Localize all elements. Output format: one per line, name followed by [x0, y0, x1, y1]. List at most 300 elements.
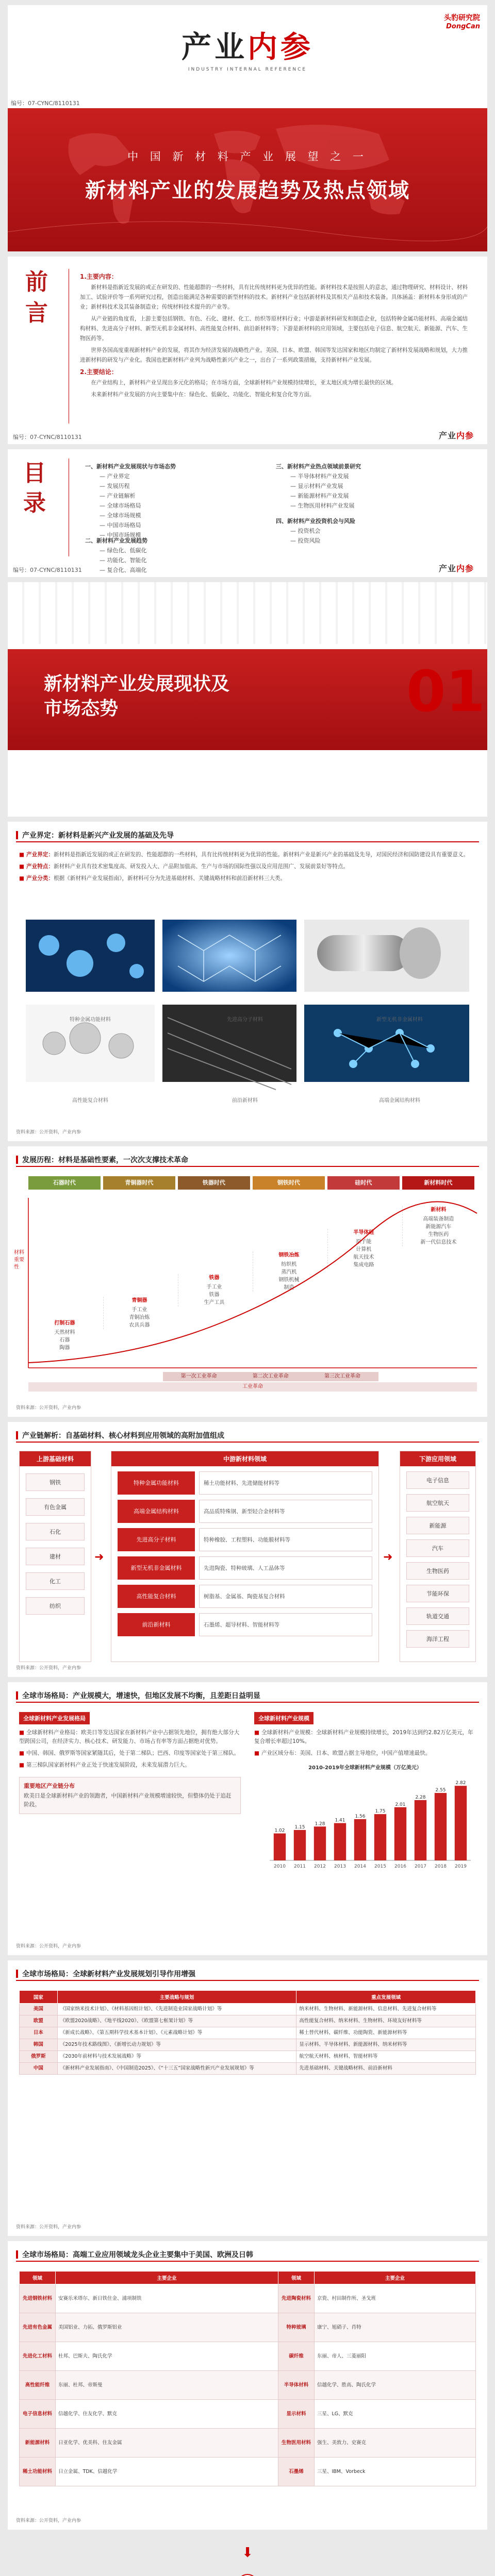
- company-table-body: [20, 2284, 476, 2486]
- era-feature: 航天技术: [353, 1255, 374, 1260]
- downstream-item: 轨道交通: [406, 1607, 469, 1625]
- toc-item[interactable]: — 中国市场格局: [100, 522, 141, 529]
- cover-top: [8, 5, 487, 77]
- slide-2-header: [16, 1154, 479, 1167]
- midstream-detail: 树脂基、金属基、陶瓷基复合材料: [199, 1585, 372, 1608]
- upstream-title: 上游基础材料: [20, 1451, 91, 1466]
- slide-1-header: [16, 829, 479, 842]
- table-cell: 康宁、旭硝子、肖特: [314, 2313, 475, 2342]
- era-label: 铁器时代: [178, 1176, 250, 1190]
- midstream-row: [118, 1471, 372, 1495]
- chart-data-label: 1.28: [315, 1821, 325, 1827]
- chart-tick-label: 2019: [455, 1864, 467, 1869]
- era-feature: 铁器: [209, 1292, 220, 1298]
- era-feature: 生产工具: [204, 1300, 225, 1306]
- era-feature: 集成电路: [353, 1262, 374, 1268]
- chart-data-label: 2.28: [415, 1794, 426, 1800]
- preface-subheading-2: 2.主要结论：: [80, 368, 118, 376]
- revolution-band: 工业革命: [28, 1382, 477, 1392]
- table-cell: 《国家纳米技术计划》、《材料基因组计划》、《先进制造业国家战略计划》等: [57, 2004, 296, 2015]
- slide-4-source: 资料来源：公开资料，产业内参: [16, 1944, 81, 1949]
- midstream-detail: 特种橡胶、工程塑料、功能膜材料等: [199, 1528, 372, 1551]
- table-row: [20, 2063, 476, 2075]
- preface-paragraph-3: 世界各国高度重视新材料产业的发展，将其作为经济发展的战略性产业。美国、日本、欧盟、韩国等发达国家和地区均制定了新材料发展战略和规划，大力推进新材料的研发与产业化。我国也把新材料产业列为战略性新兴产业之一，出台了一系列政策措施，支持新材料产业发展。: [80, 347, 468, 363]
- table-cell: 东丽、帝人、三菱丽阳: [314, 2342, 475, 2371]
- revolution-band: 第二次工业革命: [235, 1372, 306, 1381]
- slide-5-source: 资料来源：公开资料，产业内参: [16, 2225, 81, 2230]
- preface-heading: [25, 267, 56, 329]
- chart-bar: [294, 1830, 306, 1860]
- preface-char-2: 言: [25, 300, 48, 326]
- midstream-detail: 稀土功能材料、先进储能材料等: [199, 1471, 372, 1495]
- policy-table-wrap: [19, 1990, 476, 2075]
- era-label: 石器时代: [28, 1176, 101, 1190]
- slide-3-header: [16, 1429, 479, 1443]
- era-note: 半导体硅: [353, 1230, 374, 1235]
- b2-label: 产业特点：: [26, 863, 54, 870]
- arrow-right-icon: ➜: [94, 1551, 104, 1564]
- era-label: 新材料时代: [402, 1176, 474, 1190]
- era-feature: 石器: [59, 1337, 70, 1343]
- toc-section-3-title[interactable]: 三、新材料产业热点领域前景研究: [276, 463, 361, 470]
- partner-logo-cn: 头豹研究院: [444, 14, 480, 22]
- chart-bar: [374, 1814, 386, 1860]
- slide-industry-definition: [8, 822, 487, 1141]
- image-caption: 高端金属结构材料: [379, 1098, 420, 1104]
- left-bullet-3: 第三梯队国家新材料产业正处于快速发展阶段，未来发展潜力巨大。: [26, 1762, 190, 1768]
- toc-section-3-items: [276, 471, 361, 511]
- chart-title: 2010-2019年全球新材料产业规模（万亿美元）: [308, 1765, 422, 1771]
- table-cell: 电子信息材料: [20, 2400, 56, 2429]
- table-cell: 高性能纤维: [20, 2371, 56, 2400]
- era-label: 硅时代: [327, 1176, 400, 1190]
- arrow-down-icon: ⬇: [242, 2545, 253, 2561]
- toc-item[interactable]: — 新能源材料产业发展: [290, 493, 349, 499]
- toc-section-1-title[interactable]: 一、新材料产业发展现状与市场态势: [85, 463, 176, 470]
- chart-tick-label: 2016: [394, 1864, 406, 1869]
- table-cell: 杜邦、巴斯夫、陶氏化学: [56, 2342, 278, 2371]
- table-row: [20, 2027, 476, 2039]
- downstream-item: 航空航天: [406, 1494, 469, 1512]
- table-cell: 东丽、杜邦、帝斯曼: [56, 2371, 278, 2400]
- downstream-item: 海洋工程: [406, 1630, 469, 1648]
- table-cell: 显示材料: [278, 2400, 314, 2429]
- toc-char-1: 目: [23, 460, 46, 486]
- table-cell: 航空航天材料、核材料、智能材料等: [296, 2051, 476, 2063]
- b1-label: 产业界定：: [26, 852, 54, 858]
- slide-global-market-scale: [8, 1682, 487, 1955]
- downstream-item: 生物医药: [406, 1562, 469, 1580]
- b3-label: 产业分类：: [26, 875, 54, 882]
- midstream-list: [111, 1471, 378, 1636]
- slide-global-policy: [8, 1960, 487, 2236]
- midstream-title: 中游新材料领域: [111, 1451, 378, 1466]
- section-title-line-1: 新材料产业发展现状及: [44, 673, 230, 694]
- toc-corner-logo: 产业内参: [438, 564, 474, 573]
- image-caption: 先进高分子材料: [227, 1017, 263, 1023]
- era-timeline: [28, 1176, 477, 1191]
- table-cell: 三星、IBM、Vorbeck: [314, 2458, 475, 2486]
- view-more-char[interactable]: [237, 2574, 258, 2576]
- toc-item[interactable]: — 发展历程: [100, 483, 130, 489]
- left-bullet-1: 全球新材料产业格局：欧美日等发达国家在新材料产业中占据领先地位，拥有绝大部分大型跨国公司，在经济实力、核心技术、研发能力、市场占有率等方面占据绝对优势。: [19, 1730, 240, 1744]
- era-feature: 纺织机: [281, 1262, 297, 1267]
- chart-tick-label: 2015: [374, 1864, 386, 1869]
- brand-name-b: 内参: [248, 29, 314, 64]
- chart-bar: [455, 1786, 467, 1860]
- slide-1-body: ■ 产业界定：新材料是指新近发展的或正在研发的、性能超群的一些材料，具有比传统材料更为优异的性能。新材料产业是新兴产业的基础及先导，对国民经济和国防建设具有重要意义。 ■ 产业特点：新材料产业具有技术密集度高、研发投入大、产品附加值高、生产与市场的国际性强以及应用范围广、发展前景好等特点。 ■ 产业分类：根据《新材料产业发展指南》，新材料可分为先进基础材料、关键战略材料和前沿新材料三大类。: [19, 852, 469, 882]
- table-row: [20, 2051, 476, 2063]
- downstream-list: [400, 1471, 475, 1648]
- global-scale-tag: 全球新材料产业规模: [254, 1712, 314, 1724]
- midstream-category: 新型无机非金属材料: [118, 1556, 195, 1580]
- era-note: 铁器: [209, 1275, 220, 1281]
- toc-section-4[interactable]: [276, 516, 355, 546]
- table-cell: 先进陶瓷材料: [278, 2284, 314, 2313]
- toc-serial: 编号：07-CYNC/8110131: [13, 567, 82, 573]
- table-cell: 半导体材料: [278, 2371, 314, 2400]
- chart-bar: [274, 1834, 286, 1860]
- midstream-category: 前沿新材料: [118, 1613, 195, 1636]
- global-layout-tag: 全球新材料产业发展格局: [19, 1712, 90, 1724]
- preface-serial: 编号：07-CYNC/8110131: [13, 434, 82, 440]
- cover-band: [8, 100, 487, 251]
- global-scale-column: 全球新材料产业规模 ■ 全球新材料产业规模：全球新材料产业规模持续增长，2019年达到约2.82万亿美元，年复合增长率超过10%。 ■ 产业区域分布：美国、日本、欧盟占据主导地位，中国产值增速最快。 2010-2019年全球新材料产业规模（万亿美元） 1.02 2010 1.15 2011 1.28 2012 1.41 2013 1.56 2014 1.75 2015 2.01 2016 2.28 2017 2.55 2018 2.82 2019: [254, 1712, 476, 1876]
- era-note: 青铜器: [131, 1298, 147, 1303]
- midstream-category: 先进高分子材料: [118, 1528, 195, 1551]
- right-bullet-1: 全球新材料产业规模：全球新材料产业规模持续增长，2019年达到约2.82万亿美元，年复合增长率超过10%。: [254, 1730, 473, 1744]
- preface-paragraph-5: 未来新材料产业发展的方向主要集中在：绿色化、低碳化、功能化、智能化和复合化等方面。: [91, 392, 315, 398]
- slide-6-source: 资料来源：公开资料，产业内参: [16, 2518, 81, 2523]
- table-cell: 显示材料、半导体材料、新能源材料、纳米材料等: [296, 2039, 476, 2051]
- midstream-row: [118, 1528, 372, 1551]
- brand-name-a: 产业: [181, 29, 248, 64]
- slide-5-title: 全球市场格局：全球新材料产业发展规划引导作用增强: [22, 1970, 195, 1978]
- downstream-item: 节能环保: [406, 1585, 469, 1602]
- cover-title: 新材料产业的发展趋势及热点领域: [85, 179, 410, 202]
- toc-item[interactable]: — 投资机会: [290, 528, 321, 534]
- cover-serial: 编号：07-CYNC/8110131: [11, 100, 80, 107]
- section-stripe-decoration: [8, 582, 487, 644]
- chart-data-label: 1.41: [335, 1818, 345, 1823]
- table-cell: 美国铝业、力拓、俄罗斯铝业: [56, 2313, 278, 2342]
- table-cell: 韩国: [20, 2039, 58, 2051]
- slide-3-title: 产业链解析：自基础材料、核心材料到应用领域的高附加值组成: [22, 1432, 224, 1440]
- toc-item[interactable]: — 半导体材料产业发展: [290, 473, 349, 480]
- toc-item[interactable]: — 全球市场规模: [100, 512, 141, 519]
- toc-heading: [23, 459, 46, 518]
- table-cell: 稀土功能材料: [20, 2458, 56, 2486]
- b2-text: 新材料产业具有技术密集度高、研发投入大、产品附加值高、生产与市场的国际性强以及应用范围广、发展前景好等特点。: [53, 863, 349, 870]
- preface-slide: [8, 257, 487, 444]
- era-note: 新材料: [431, 1207, 447, 1213]
- chart-tick-label: 2012: [314, 1864, 326, 1869]
- preface-corner-logo: 产业内参: [438, 431, 474, 440]
- chart-data-label: 2.82: [455, 1781, 466, 1786]
- chart-tick-label: 2013: [334, 1864, 346, 1869]
- midstream-detail: 先进陶瓷、特种玻璃、人工晶体等: [199, 1556, 372, 1580]
- era-feature: 天然材料: [54, 1330, 75, 1335]
- right-bullet-2: 产业区域分布：美国、日本、欧盟占据主导地位，中国产值增速最快。: [261, 1750, 431, 1756]
- table-header-cell: 重点发展领域: [296, 1991, 476, 2004]
- table-cell: 中国: [20, 2063, 58, 2075]
- section-title-line-2: 市场态势: [44, 698, 119, 719]
- slide-3-source: 资料来源：公开资料，产业内参: [16, 1666, 81, 1671]
- chart-bar: [415, 1800, 426, 1860]
- midstream-row: [118, 1613, 372, 1636]
- policy-table-body: [20, 2004, 476, 2075]
- image-caption: 特种金属功能材料: [70, 1017, 111, 1023]
- table-row: [20, 2015, 476, 2027]
- preface-paragraph-1: 新材料是指新近发展的或正在研发的、性能超群的一些材料，具有比传统材料更为优异的性能。新材料技术是按照人的意志，通过物理研究、材料设计、材料加工、试验评价等一系列研究过程，创造出能满足各种需要的新型材料的技术。新材料产业包括新材料及其相关产品和技术装备。具体涵盖：新材料本身形成的产业；新材料技术及其装备制造业；传统材料技术提升的产业等。: [80, 284, 468, 310]
- table-cell: 先进化工材料: [20, 2342, 56, 2371]
- image-caption: 新型无机非金属材料: [376, 1017, 423, 1023]
- table-cell: 俄罗斯: [20, 2051, 58, 2063]
- downstream-item: 电子信息: [406, 1471, 469, 1489]
- chart-bar: [314, 1826, 326, 1860]
- table-cell: 先进钢铁材料: [20, 2284, 56, 2313]
- midstream-row: [118, 1556, 372, 1580]
- table-row: [20, 2371, 476, 2400]
- midstream-category: 高端金属结构材料: [118, 1500, 195, 1523]
- chart-data-label: 1.75: [375, 1809, 386, 1815]
- toc-item[interactable]: — 产业链解析: [100, 493, 136, 499]
- era-feature: 计算机: [356, 1247, 372, 1252]
- chart-tick-label: 2018: [435, 1864, 447, 1869]
- b1-text: 新材料是指新近发展的或正在研发的、性能超群的一些材料，具有比传统材料更为优异的性能。新材料产业是新兴产业的基础及先导，对国民经济和国防建设具有重要意义。: [53, 852, 469, 858]
- brand-subtitle: INDUSTRY INTERNAL REFERENCE: [188, 67, 307, 72]
- preface-char-1: 前: [25, 269, 48, 295]
- toc-section-1-items: [85, 471, 176, 540]
- table-cell: 稀土替代材料、碳纤维、功能陶瓷、新能源材料等: [296, 2027, 476, 2039]
- chart-tick-label: 2010: [274, 1864, 286, 1869]
- upstream-item: 钢铁: [26, 1473, 85, 1491]
- table-row: [20, 2458, 476, 2486]
- brand-logo: [8, 23, 487, 72]
- table-cell: 特种玻璃: [278, 2313, 314, 2342]
- midstream-detail: 高品质特殊钢、新型轻合金材料等: [199, 1500, 372, 1523]
- toc-item[interactable]: — 中国市场规模: [100, 532, 141, 538]
- toc-section-2[interactable]: [85, 536, 147, 575]
- toc-item[interactable]: — 产业界定: [100, 473, 130, 480]
- table-cell: 信越化学、胜高、陶氏化学: [314, 2371, 475, 2400]
- toc-section-2-items: [85, 546, 147, 575]
- midstream-row: [118, 1585, 372, 1608]
- chart-bar: [394, 1807, 406, 1860]
- toc-section-1[interactable]: [85, 462, 176, 540]
- history-y-label: 材料重要性: [14, 1250, 24, 1270]
- region-note-title: 重要地区产业链分布: [24, 1783, 75, 1789]
- slide-4-title: 全球市场格局：产业规模大，增速快，但地区发展不均衡，且差距日益明显: [22, 1692, 260, 1700]
- cover-supertitle: 中 国 新 材 料 产 业 展 望 之 一: [127, 150, 368, 163]
- section-number: 01: [406, 658, 485, 724]
- table-header-cell: 主要战略与规划: [57, 1991, 296, 2004]
- era-feature: 新能源汽车: [425, 1224, 452, 1230]
- history-curve: [8, 1193, 487, 1399]
- toc-item[interactable]: — 生物医用材料产业发展: [290, 502, 355, 509]
- table-row: [20, 2342, 476, 2371]
- upstream-item: 纺织: [26, 1597, 85, 1615]
- preface-paragraph-2: 从产业链的角度看，上游主要包括钢铁、有色、石化、建材、化工、纺织等原材料行业；中游是新材料研发和制造企业，包括特种金属功能材料、高端金属结构材料、先进高分子材料、新型无机非金属材料、高性能复合材料、前沿新材料等；下游是新材料的应用领域，主要包括电子信息、航空航天、新能源、汽车、生物医药等。: [80, 316, 468, 342]
- table-cell: 信越化学、住友化学、默克: [56, 2400, 278, 2429]
- section-title: [44, 672, 229, 721]
- slide-1-source: 资料来源：公开资料，产业内参: [16, 1130, 81, 1135]
- toc-item[interactable]: — 绿色化、低碳化: [100, 547, 147, 554]
- era-feature: 陶器: [59, 1345, 70, 1351]
- downstream-item: 汽车: [406, 1539, 469, 1557]
- preface-subheading-1: 1.主要内容：: [80, 273, 118, 280]
- chart-tick-label: 2011: [294, 1864, 306, 1869]
- toc-item[interactable]: — 显示材料产业发展: [290, 483, 343, 489]
- midstream-detail: 石墨烯、超导材料、智能材料等: [199, 1613, 372, 1636]
- arrow-right-icon-2: ➜: [383, 1551, 393, 1564]
- era-feature: 原子能: [356, 1239, 372, 1245]
- policy-table-header: [20, 1991, 476, 2004]
- era-feature: 高端装备制造: [423, 1216, 454, 1222]
- toc-item[interactable]: — 投资风险: [290, 537, 321, 544]
- revolution-band: 第三次工业革命: [306, 1372, 378, 1381]
- midstream-category: 高性能复合材料: [118, 1585, 195, 1608]
- chart-data-label: 2.55: [435, 1788, 446, 1793]
- slide-global-companies: [8, 2241, 487, 2530]
- table-cell: 《欧盟2020战略》、《地平线2020》、《欧盟第七框架计划》等: [57, 2015, 296, 2027]
- cover-slide: [8, 5, 487, 251]
- toc-slide: [8, 449, 487, 577]
- slide-4-header: [16, 1689, 479, 1703]
- table-row: [20, 2004, 476, 2015]
- partner-logo-en: DongCan: [446, 23, 480, 30]
- slide-5-header: [16, 1968, 479, 1981]
- era-feature: 生物医药: [428, 1232, 449, 1238]
- era-label: 青铜器时代: [103, 1176, 175, 1190]
- table-cell: 《新成长战略》、《第五期科学技术基本计划》、《元素战略计划》等: [57, 2027, 296, 2039]
- upstream-panel: [19, 1451, 91, 1662]
- table-cell: 生物医用材料: [278, 2429, 314, 2458]
- era-note: 打制石器: [54, 1320, 75, 1326]
- slide-industry-chain: [8, 1422, 487, 1677]
- region-note-text: 欧美日是全球新材料产业的领跑者，中国新材料产业规模增速较快，但整体仍处于追赶阶段。: [24, 1793, 232, 1808]
- image-caption: 前沿新材料: [232, 1098, 258, 1104]
- chart-bar: [435, 1793, 447, 1860]
- preface-paragraph-4: 在产业结构上，新材料产业呈现出多元化的格局；在市场方面，全球新材料产业规模持续增长，亚太地区成为增长最快的区域。: [91, 380, 397, 386]
- chart-data-label: 2.01: [395, 1802, 406, 1807]
- b3-text: 根据《新材料产业发展指南》，新材料可分为先进基础材料、关键战略材料和前沿新材料三大类。: [53, 875, 286, 882]
- policy-table: [19, 1990, 476, 2075]
- image-caption: 高性能复合材料: [72, 1098, 108, 1104]
- table-row: [20, 2313, 476, 2342]
- upstream-item: 有色金属: [26, 1498, 85, 1516]
- era-label: 钢铁时代: [253, 1176, 325, 1190]
- slide-2-source: 资料来源：公开资料，产业内参: [16, 1405, 81, 1411]
- toc-section-4-items: [276, 526, 355, 546]
- table-cell: 京瓷、村田制作所、圣戈班: [314, 2284, 475, 2313]
- upstream-item: 建材: [26, 1548, 85, 1565]
- end-section: [0, 2535, 495, 2576]
- upstream-item: 化工: [26, 1572, 85, 1590]
- downstream-panel: [400, 1451, 476, 1662]
- toc-section-4-title[interactable]: 四、新材料产业投资机会与风险: [276, 518, 355, 524]
- table-cell: 日本: [20, 2027, 58, 2039]
- upstream-item: 石化: [26, 1523, 85, 1540]
- table-cell: 日亚化学、优美科、住友金属: [56, 2429, 278, 2458]
- table-cell: 强生、美敦力、史赛克: [314, 2429, 475, 2458]
- downstream-title: 下游应用领域: [400, 1451, 475, 1466]
- table-cell: 石墨烯: [278, 2458, 314, 2486]
- table-cell: 高性能复合材料、纳米材料、生物材料、环境友好材料等: [296, 2015, 476, 2027]
- toc-section-3[interactable]: [276, 462, 361, 511]
- region-note-box: [19, 1777, 241, 1814]
- table-row: [20, 2429, 476, 2458]
- table-header-cell: 主要企业: [314, 2272, 475, 2284]
- table-cell: 日立金属、TDK、信越化学: [56, 2458, 278, 2486]
- table-cell: 美国: [20, 2004, 58, 2015]
- era-feature: 钢铁机械: [278, 1277, 300, 1283]
- table-cell: 碳纤维: [278, 2342, 314, 2371]
- era-note: 钢铁冶炼: [278, 1252, 300, 1258]
- table-cell: 纳米材料、生物材料、新能源材料、信息材料、先进复合材料等: [296, 2004, 476, 2015]
- left-bullet-2: 中国、韩国、俄罗斯等国家紧随其后，处于第二梯队；巴西、印度等国家处于第三梯队。: [26, 1750, 240, 1756]
- table-cell: 欧盟: [20, 2015, 58, 2027]
- slide-development-history: [8, 1146, 487, 1417]
- company-table-wrap: [19, 2271, 476, 2486]
- table-row: [20, 2039, 476, 2051]
- section-title-slide: [8, 582, 487, 817]
- era-feature: 农具兵器: [129, 1323, 150, 1328]
- table-header-cell: 领域: [20, 2272, 56, 2284]
- table-cell: 《新材料产业发展指南》、《中国制造2025》、《“十三五”国家战略性新兴产业发展规划》等: [57, 2063, 296, 2075]
- global-scale-bar-chart: [254, 1771, 476, 1874]
- toc-item[interactable]: — 全球市场格局: [100, 502, 141, 509]
- global-layout-column: 全球新材料产业发展格局 ■ 全球新材料产业格局：欧美日等发达国家在新材料产业中占据领先地位，拥有绝大部分大型跨国公司，在经济实力、核心技术、研发能力、市场占有率等方面占据绝对优势。 ■ 中国、韩国、俄罗斯等国家紧随其后，处于第二梯队；巴西、印度等国家处于第三梯队。 ■ 第三梯队国家新材料产业正处于快速发展阶段，未来发展潜力巨大。 重要地区产业链分布 欧美日是全球新材料产业的领跑者，中国新材料产业规模增速较快，但整体仍处于追赶阶段。: [19, 1712, 241, 1814]
- revolution-band: 第一次工业革命: [163, 1372, 235, 1381]
- table-row: [20, 2400, 476, 2429]
- era-feature: 新一代信息技术: [420, 1240, 457, 1245]
- chart-data-label: 1.15: [294, 1824, 305, 1830]
- company-table-header: [20, 2272, 476, 2284]
- table-cell: 三星、LG、默克: [314, 2400, 475, 2429]
- era-feature: 手工业: [206, 1284, 222, 1290]
- slide-2-title: 发展历程：材料是基础性要素，一次次支撑技术革命: [22, 1156, 188, 1164]
- midstream-panel: [111, 1451, 379, 1662]
- revolution-bands: [28, 1372, 477, 1389]
- table-cell: 《2025年技术路线图》、《新增长动力规划》等: [57, 2039, 296, 2051]
- table-cell: 先进有色金属: [20, 2313, 56, 2342]
- slide-1-title: 产业界定：新材料是新兴产业发展的基础及先导: [22, 832, 174, 840]
- downstream-item: 新能源: [406, 1517, 469, 1534]
- slide-6-header: [16, 2248, 479, 2262]
- toc-item[interactable]: — 功能化、智能化: [100, 557, 147, 564]
- preface-body: [80, 272, 472, 402]
- midstream-category: 特种金属功能材料: [118, 1471, 195, 1495]
- chart-data-label: 1.02: [274, 1828, 285, 1834]
- table-cell: 《2030年前材料与技术发展战略》等: [57, 2051, 296, 2063]
- chart-tick-label: 2017: [415, 1864, 426, 1869]
- era-feature: 青铜冶炼: [129, 1315, 150, 1320]
- table-cell: 先进基础材料、关键战略材料、前沿新材料: [296, 2063, 476, 2075]
- toc-item[interactable]: — 复合化、高端化: [100, 567, 147, 573]
- era-feature: 蒸汽机: [281, 1269, 297, 1275]
- table-cell: 安赛乐米塔尔、新日铁住金、浦项制铁: [56, 2284, 278, 2313]
- chart-bar: [334, 1823, 346, 1860]
- era-feature: 手工业: [131, 1307, 147, 1313]
- chart-bar: [354, 1819, 366, 1860]
- table-row: [20, 2284, 476, 2313]
- view-more-badges[interactable]: [235, 2571, 260, 2576]
- upstream-list: [20, 1473, 91, 1615]
- toc-section-2-title[interactable]: 二、新材料产业发展趋势: [85, 537, 147, 544]
- midstream-row: [118, 1500, 372, 1523]
- company-table: [19, 2271, 476, 2486]
